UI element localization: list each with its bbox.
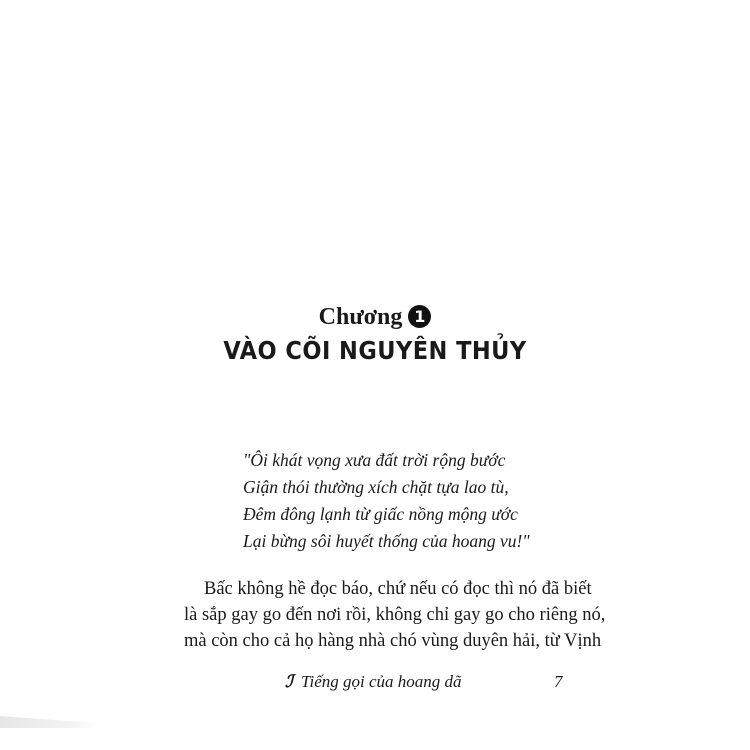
running-footer	[285, 672, 462, 692]
page-edge-shadow	[0, 716, 100, 728]
poem-line: Đêm đông lạnh từ giấc nồng mộng ước	[243, 504, 518, 524]
body-line: Bấc không hề đọc báo, chứ nếu có đọc thì nó đã biết	[204, 579, 592, 599]
chapter-heading	[0, 304, 750, 331]
body-line: là sắp gay go đến nơi rồi, không chỉ gay go cho riêng nó,	[184, 605, 606, 625]
chapter-label: Chương	[318, 304, 403, 330]
chapter-number-badge: 1	[408, 305, 431, 328]
page-number: 7	[554, 672, 563, 691]
body-line: mà còn cho cả họ hàng nhà chó vùng duyên hải, từ Vịnh	[184, 631, 602, 651]
poem-line: Lại bừng sôi huyết thống của hoang vu!"	[243, 531, 530, 551]
poem-line: Giận thói thường xích chặt tựa lao tù,	[243, 477, 509, 497]
chapter-title: VÀO CÕI NGUYÊN THỦY	[223, 336, 527, 365]
ornament-icon: ℐ	[285, 672, 293, 691]
book-title: Tiếng gọi của hoang dã	[301, 672, 462, 691]
poem-line: "Ôi khát vọng xưa đất trời rộng bước	[243, 450, 506, 470]
